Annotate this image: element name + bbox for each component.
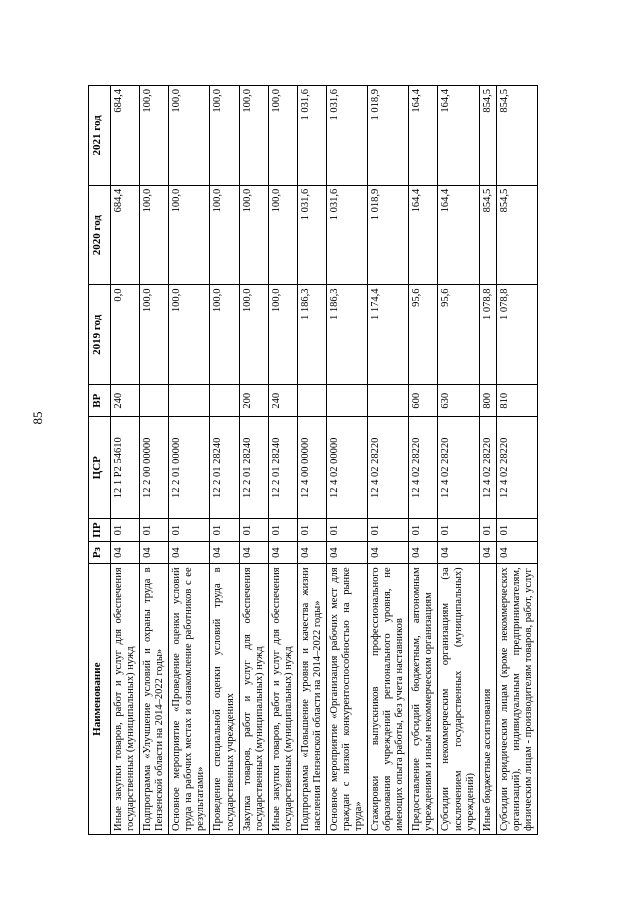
table-row	[438, 86, 479, 835]
cell-name: Субсидии юридическим лицам (кроме некоммерческих организаций), индивидуальным предпринимателям, физическим лицам - производителям товаров, работ, услуг	[496, 564, 537, 835]
cell-2021: 854,5	[479, 86, 496, 186]
table-row	[368, 86, 409, 835]
cell-csr: 12 4 00 00000	[297, 417, 326, 519]
cell-name: Подпрограмма «Улучшение условий и охраны труда в Пензенской области на 2014–2022 годы»	[140, 564, 169, 835]
cell-2020: 854,5	[496, 185, 537, 285]
cell-vr: 600	[409, 385, 438, 417]
cell-2021: 164,4	[409, 86, 438, 186]
cell-2019: 100,0	[268, 285, 297, 385]
cell-rz: 04	[479, 541, 496, 564]
cell-2019: 1 186,3	[297, 285, 326, 385]
cell-name: Стажировки выпускников профессионального образования учреждений регионального уровня, не имеющих опыта работы, без учета наставников	[368, 564, 409, 835]
cell-pr: 01	[479, 519, 496, 542]
budget-table	[88, 85, 538, 835]
cell-rz: 04	[140, 541, 169, 564]
cell-2021: 684,4	[111, 86, 140, 186]
cell-vr: 630	[438, 385, 479, 417]
cell-name: Закупка товаров, работ и услуг для обеспечения государственных (муниципальных) нужд	[239, 564, 268, 835]
cell-2021: 164,4	[438, 86, 479, 186]
cell-vr: 240	[111, 385, 140, 417]
cell-pr: 01	[239, 519, 268, 542]
cell-2020: 164,4	[438, 185, 479, 285]
cell-csr: 12 4 02 00000	[326, 417, 367, 519]
table-row	[111, 86, 140, 835]
table-row	[140, 86, 169, 835]
cell-pr: 01	[438, 519, 479, 542]
table-row	[210, 86, 239, 835]
cell-pr: 01	[111, 519, 140, 542]
header-2021: 2021 год	[89, 86, 111, 186]
table-row	[297, 86, 326, 835]
cell-pr: 01	[210, 519, 239, 542]
header-vr: ВР	[89, 385, 111, 417]
cell-2019: 1 186,3	[326, 285, 367, 385]
header-pr: ПР	[89, 519, 111, 542]
cell-2021: 100,0	[239, 86, 268, 186]
cell-rz: 04	[111, 541, 140, 564]
cell-rz: 04	[368, 541, 409, 564]
header-2019: 2019 год	[89, 285, 111, 385]
cell-2021: 100,0	[169, 86, 210, 186]
cell-name: Предоставление субсидий бюджетным, автономным учреждениям и иным некоммерческим организациям	[409, 564, 438, 835]
table-row	[268, 86, 297, 835]
cell-2021: 1 031,6	[326, 86, 367, 186]
cell-2020: 100,0	[169, 185, 210, 285]
cell-2019: 100,0	[169, 285, 210, 385]
budget-table-container	[88, 85, 603, 835]
cell-rz: 04	[326, 541, 367, 564]
page-number-text: 85	[30, 411, 45, 425]
cell-2020: 684,4	[111, 185, 140, 285]
cell-rz: 04	[169, 541, 210, 564]
cell-2019: 1 174,4	[368, 285, 409, 385]
table-row	[479, 86, 496, 835]
table-row	[326, 86, 367, 835]
cell-rz: 04	[496, 541, 537, 564]
cell-2019: 95,6	[409, 285, 438, 385]
cell-rz: 04	[438, 541, 479, 564]
cell-vr: 240	[268, 385, 297, 417]
table-header-row	[89, 86, 111, 835]
cell-csr: 12 2 01 28240	[210, 417, 239, 519]
cell-2019: 100,0	[239, 285, 268, 385]
cell-pr: 01	[169, 519, 210, 542]
header-name: Наименование	[89, 564, 111, 835]
cell-2020: 1 018,9	[368, 185, 409, 285]
cell-vr: 810	[496, 385, 537, 417]
cell-2020: 854,5	[479, 185, 496, 285]
cell-vr	[368, 385, 409, 417]
cell-rz: 04	[268, 541, 297, 564]
cell-vr	[326, 385, 367, 417]
cell-vr	[169, 385, 210, 417]
cell-name: Иные закупки товаров, работ и услуг для обеспечения государственных (муниципальных) нужд	[111, 564, 140, 835]
cell-2020: 100,0	[239, 185, 268, 285]
cell-csr: 12 4 02 28220	[409, 417, 438, 519]
table-row	[409, 86, 438, 835]
cell-csr: 12 2 01 28240	[268, 417, 297, 519]
header-csr: ЦСР	[89, 417, 111, 519]
table-row	[169, 86, 210, 835]
cell-pr: 01	[368, 519, 409, 542]
cell-2021: 1 031,6	[297, 86, 326, 186]
cell-pr: 01	[496, 519, 537, 542]
cell-2020: 1 031,6	[297, 185, 326, 285]
table-row	[239, 86, 268, 835]
cell-2019: 95,6	[438, 285, 479, 385]
cell-2019: 0,0	[111, 285, 140, 385]
cell-name: Субсидии некоммерческим организациям (за исключением государственных (муниципальных) учреждений)	[438, 564, 479, 835]
cell-2019: 100,0	[210, 285, 239, 385]
cell-name: Подпрограмма «Повышение уровня и качества жизни населения Пензенской области на 2014–2022 годы»	[297, 564, 326, 835]
cell-name: Основное мероприятие «Проведение оценки условий труда на рабочих местах и ознакомление работников с ее результатами»	[169, 564, 210, 835]
cell-2019: 100,0	[140, 285, 169, 385]
table-row	[496, 86, 537, 835]
cell-2021: 854,5	[496, 86, 537, 186]
cell-rz: 04	[409, 541, 438, 564]
cell-vr	[210, 385, 239, 417]
cell-vr	[140, 385, 169, 417]
cell-csr: 12 2 01 28240	[239, 417, 268, 519]
cell-csr: 12 2 01 00000	[169, 417, 210, 519]
cell-vr: 200	[239, 385, 268, 417]
table-body	[111, 86, 538, 835]
cell-name: Иные бюджетные ассигнования	[479, 564, 496, 835]
cell-2021: 100,0	[210, 86, 239, 186]
cell-vr	[297, 385, 326, 417]
page-number	[30, 0, 52, 905]
cell-2021: 1 018,9	[368, 86, 409, 186]
header-rz: Рз	[89, 541, 111, 564]
cell-csr: 12 4 02 28220	[438, 417, 479, 519]
cell-2019: 1 078,8	[479, 285, 496, 385]
cell-csr: 12 1 P2 54610	[111, 417, 140, 519]
cell-2019: 1 078,8	[496, 285, 537, 385]
cell-rz: 04	[210, 541, 239, 564]
cell-2020: 164,4	[409, 185, 438, 285]
cell-csr: 12 2 00 00000	[140, 417, 169, 519]
cell-2020: 1 031,6	[326, 185, 367, 285]
cell-csr: 12 4 02 28220	[479, 417, 496, 519]
cell-2020: 100,0	[140, 185, 169, 285]
header-2020: 2020 год	[89, 185, 111, 285]
cell-pr: 01	[297, 519, 326, 542]
cell-csr: 12 4 02 28220	[496, 417, 537, 519]
cell-2021: 100,0	[140, 86, 169, 186]
cell-csr: 12 4 02 28220	[368, 417, 409, 519]
cell-name: Основное мероприятие «Организация рабочих мест для граждан с низкой конкурентоспособностью на рынке труда»	[326, 564, 367, 835]
cell-rz: 04	[297, 541, 326, 564]
cell-name: Иные закупки товаров, работ и услуг для обеспечения государственных (муниципальных) нужд	[268, 564, 297, 835]
cell-pr: 01	[326, 519, 367, 542]
cell-2020: 100,0	[210, 185, 239, 285]
cell-2021: 100,0	[268, 86, 297, 186]
cell-name: Проведение специальной оценки условий труда в государственных учреждениях	[210, 564, 239, 835]
cell-pr: 01	[268, 519, 297, 542]
cell-vr: 800	[479, 385, 496, 417]
cell-pr: 01	[409, 519, 438, 542]
cell-pr: 01	[140, 519, 169, 542]
cell-2020: 100,0	[268, 185, 297, 285]
cell-rz: 04	[239, 541, 268, 564]
